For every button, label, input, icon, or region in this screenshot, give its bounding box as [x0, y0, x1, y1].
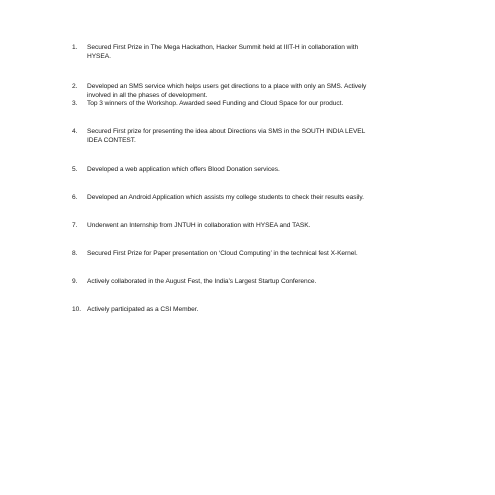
item-text: Secured First prize for presenting the idea about Directions via SMS in the SOUTH INDIA LEVEL IDEA CONTEST.	[87, 128, 366, 144]
item-number: 8.	[72, 250, 78, 257]
item-text: Underwent an Internship from JNTUH in collaboration with HYSEA and TASK.	[87, 222, 311, 229]
item-number: 1.	[72, 44, 78, 51]
item-number: 5.	[72, 166, 78, 173]
item-number: 6.	[72, 194, 78, 201]
item-text: Secured First Prize in The Mega Hackathon, Hacker Summit held at IIIT-H in collaboration with HYSEA.	[87, 44, 359, 60]
item-text: Secured First Prize for Paper presentation on ‘Cloud Computing’ in the technical fest X-Kernel.	[87, 250, 358, 257]
item-text: Actively participated as a CSI Member.	[87, 306, 199, 313]
item-text: Developed an Android Application which assists my college students to check their results easily.	[87, 194, 364, 201]
item-text: Developed an SMS service which helps users get directions to a place with only an SMS. Actively involved in all the phases of development.	[87, 83, 367, 99]
item-text: Top 3 winners of the Workshop. Awarded seed Funding and Cloud Space for our product.	[87, 100, 344, 107]
item-number: 10.	[72, 306, 82, 313]
item-number: 7.	[72, 222, 78, 229]
item-number: 4.	[72, 128, 78, 135]
item-text: Developed a web application which offers Blood Donation services.	[87, 166, 280, 173]
item-number: 2.	[72, 83, 78, 90]
item-number: 9.	[72, 278, 78, 285]
item-number: 3.	[72, 100, 78, 107]
item-text: Actively collaborated in the August Fest, the India’s Largest Startup Conference.	[87, 278, 317, 285]
